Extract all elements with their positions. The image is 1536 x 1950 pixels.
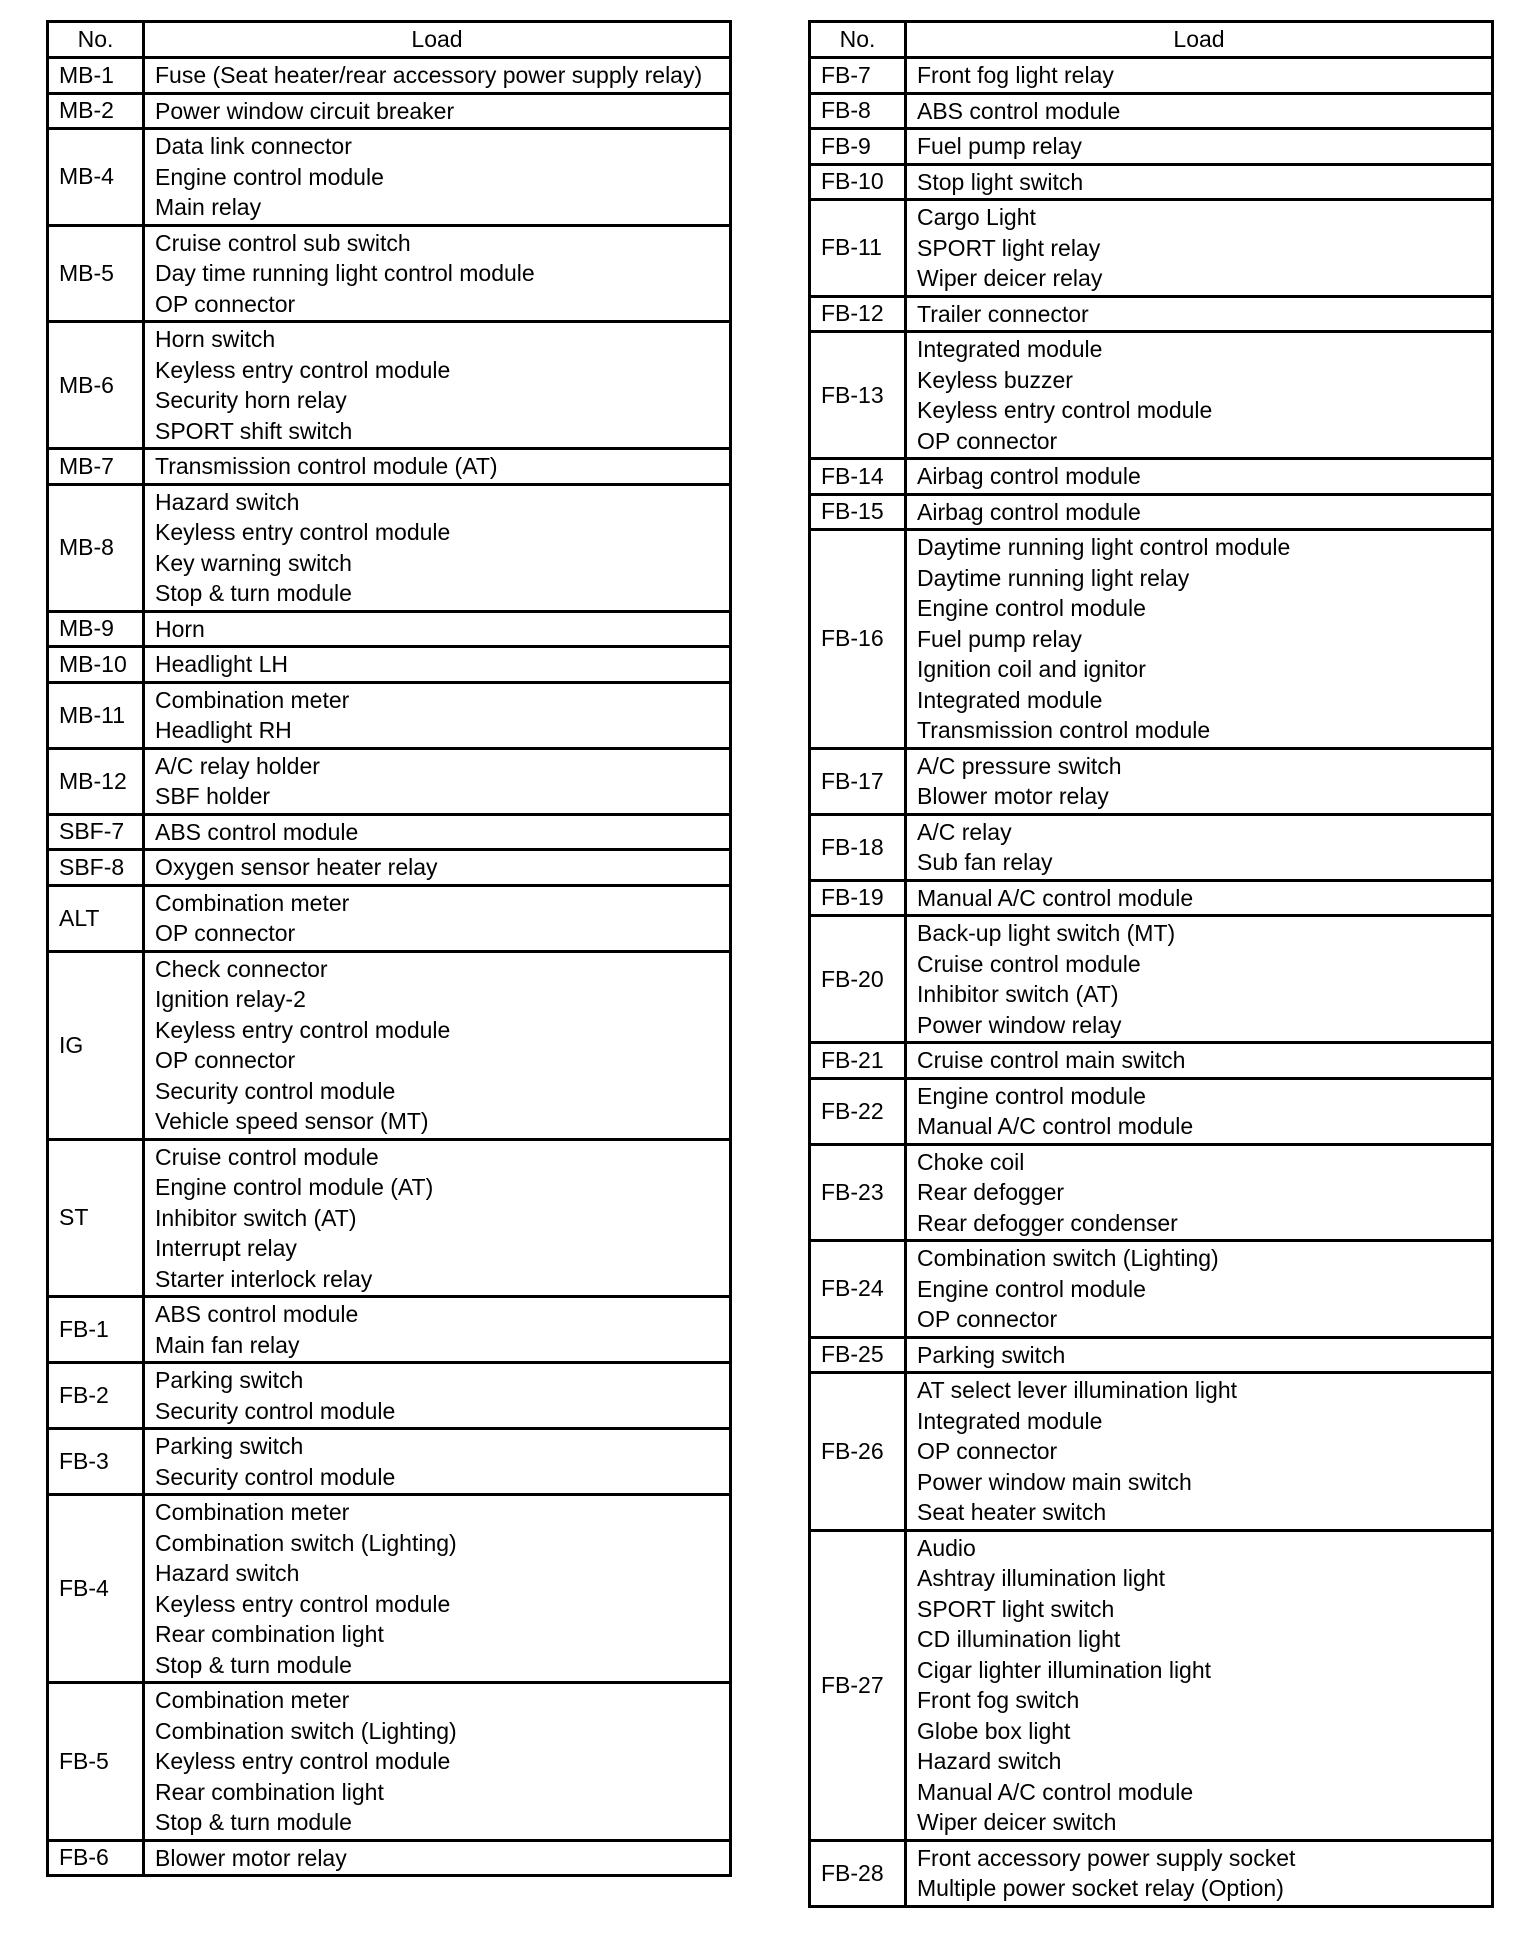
load-cell [144, 682, 731, 748]
table-row [48, 814, 731, 850]
load-cell [144, 885, 731, 951]
load-item: Engine control module [917, 1275, 1146, 1302]
load-cell [144, 1429, 731, 1495]
table-row [48, 129, 731, 226]
load-item: Rear defogger condenser [917, 1209, 1178, 1236]
load-item: Fuel pump relay [917, 625, 1082, 652]
table-row [810, 296, 1493, 332]
load-cell [906, 916, 1493, 1043]
load-cell [144, 129, 731, 226]
load-item: ABS control module [155, 818, 359, 845]
load-cell [144, 225, 731, 322]
table-row [810, 164, 1493, 200]
load-item: Power window circuit breaker [155, 97, 455, 124]
fuse-number: FB-28 [810, 1840, 906, 1906]
load-item: Engine control module [155, 163, 384, 190]
fuse-number: FB-4 [48, 1495, 144, 1683]
fuse-number: FB-16 [810, 530, 906, 749]
table-row [810, 1840, 1493, 1906]
table-row [810, 1337, 1493, 1373]
load-cell [906, 748, 1493, 814]
load-item: Keyless entry control module [155, 1748, 451, 1774]
load-item: Front accessory power supply socket [917, 1844, 1296, 1871]
load-cell [144, 1683, 731, 1841]
load-item: Globe box light [917, 1717, 1071, 1744]
fuse-number: FB-12 [810, 296, 906, 332]
load-cell [906, 296, 1493, 332]
load-item: Headlight LH [155, 651, 288, 677]
load-item: Main relay [155, 194, 262, 220]
table-row [810, 530, 1493, 749]
load-item: Horn [155, 615, 205, 642]
table-row [810, 1078, 1493, 1144]
fuse-number: FB-3 [48, 1429, 144, 1495]
fuse-number: FB-20 [810, 916, 906, 1043]
load-item: Inhibitor switch (AT) [155, 1204, 357, 1231]
load-item: Security horn relay [155, 387, 347, 413]
load-item: AT select lever illumination light [917, 1377, 1238, 1403]
load-item: Stop light switch [917, 168, 1084, 195]
fuse-number: MB-6 [48, 322, 144, 449]
load-cell [144, 1139, 731, 1297]
load-cell [906, 1144, 1493, 1241]
load-cell [144, 58, 731, 94]
load-item: Manual A/C control module [917, 1778, 1194, 1805]
load-cell [144, 647, 731, 683]
fuse-number: FB-18 [810, 814, 906, 880]
table-row [48, 484, 731, 611]
table-row [810, 93, 1493, 129]
fuse-number: FB-5 [48, 1683, 144, 1841]
load-item: Stop & turn module [155, 1651, 352, 1678]
load-cell [906, 1337, 1493, 1373]
load-cell [906, 93, 1493, 129]
fuse-number: MB-8 [48, 484, 144, 611]
load-item: Keyless entry control module [917, 397, 1213, 423]
load-item: Daytime running light relay [917, 564, 1190, 591]
table-row [48, 748, 731, 814]
load-item: Audio [917, 1534, 976, 1561]
load-cell [906, 494, 1493, 530]
load-cell [906, 1078, 1493, 1144]
load-cell [906, 814, 1493, 880]
load-item: Cigar lighter illumination light [917, 1656, 1212, 1683]
fuse-number: FB-13 [810, 332, 906, 459]
load-item: Keyless entry control module [155, 1590, 451, 1617]
fuse-number: FB-10 [810, 164, 906, 200]
fuse-number: MB-11 [48, 682, 144, 748]
fuse-number: FB-1 [48, 1297, 144, 1363]
column-header-no: No. [810, 22, 906, 58]
table-row [810, 1043, 1493, 1079]
load-item: Cruise control module [917, 950, 1141, 977]
table-row [48, 322, 731, 449]
fuse-number: SBF-8 [48, 850, 144, 886]
fuse-load-table-right [808, 20, 1494, 1908]
table-body-right [810, 58, 1493, 1907]
load-item: Combination meter [155, 686, 350, 713]
fuse-number: FB-19 [810, 880, 906, 916]
fuse-number: FB-9 [810, 129, 906, 165]
load-item: Integrated module [917, 336, 1103, 362]
header-row [810, 22, 1493, 58]
load-item: Front fog light relay [917, 62, 1114, 88]
load-item: Daytime running light control module [917, 534, 1291, 560]
fuse-number: MB-7 [48, 449, 144, 485]
table-row [48, 951, 731, 1139]
fuse-number: SBF-7 [48, 814, 144, 850]
table-row [810, 129, 1493, 165]
load-item: Transmission control module [917, 717, 1211, 743]
fuse-number: ST [48, 1139, 144, 1297]
fuse-number: FB-2 [48, 1363, 144, 1429]
fuse-number: FB-23 [810, 1144, 906, 1241]
load-item: Parking switch [155, 1367, 304, 1393]
fuse-number: IG [48, 951, 144, 1139]
load-item: Hazard switch [155, 488, 300, 515]
fuse-number: MB-1 [48, 58, 144, 94]
load-item: Hazard switch [155, 1560, 300, 1586]
load-item: Integrated module [917, 1407, 1103, 1434]
load-item: Main fan relay [155, 1331, 300, 1358]
table-row [810, 748, 1493, 814]
load-item: Keyless entry control module [155, 356, 451, 383]
header-row [48, 22, 731, 58]
load-item: Check connector [155, 955, 328, 982]
table-row [48, 850, 731, 886]
load-item: OP connector [155, 1047, 296, 1073]
table-row [48, 225, 731, 322]
load-item: Ashtray illumination light [917, 1565, 1166, 1591]
load-cell [144, 1297, 731, 1363]
fuse-number: FB-27 [810, 1530, 906, 1840]
fuse-number: FB-22 [810, 1078, 906, 1144]
load-item: Engine control module [917, 1082, 1146, 1109]
load-item: Airbag control module [917, 498, 1141, 525]
fuse-number: MB-4 [48, 129, 144, 226]
load-item: Keyless buzzer [917, 366, 1073, 393]
fuse-number: FB-6 [48, 1840, 144, 1876]
load-item: Trailer connector [917, 300, 1089, 327]
fuse-number: MB-2 [48, 93, 144, 129]
load-item: Ignition relay-2 [155, 986, 306, 1012]
fuse-number: FB-24 [810, 1241, 906, 1338]
load-cell [144, 1363, 731, 1429]
load-item: Combination meter [155, 889, 350, 916]
load-item: OP connector [917, 427, 1058, 454]
load-item: Power window relay [917, 1011, 1122, 1038]
load-item: A/C relay [917, 818, 1012, 845]
fuse-load-table-left [46, 20, 732, 1877]
fuse-number: FB-21 [810, 1043, 906, 1079]
table-row [810, 1530, 1493, 1840]
load-item: Keyless entry control module [155, 519, 451, 545]
load-item: Cruise control sub switch [155, 229, 411, 256]
load-item: SPORT light relay [917, 234, 1101, 261]
load-cell [906, 1530, 1493, 1840]
load-item: ABS control module [155, 1301, 359, 1327]
load-item: Cruise control main switch [917, 1047, 1186, 1073]
load-item: Rear defogger [917, 1179, 1065, 1205]
fuse-number: ALT [48, 885, 144, 951]
load-item: Parking switch [917, 1341, 1066, 1368]
load-item: A/C pressure switch [917, 752, 1122, 779]
load-cell [144, 484, 731, 611]
load-cell [906, 459, 1493, 495]
table-row [810, 880, 1493, 916]
load-cell [906, 164, 1493, 200]
load-item: Manual A/C control module [917, 884, 1194, 911]
table-row [810, 332, 1493, 459]
column-header-load: Load [144, 22, 731, 58]
load-cell [144, 611, 731, 647]
load-cell [906, 1373, 1493, 1531]
load-item: Blower motor relay [917, 783, 1109, 809]
table-row [48, 58, 731, 94]
load-item: OP connector [155, 920, 296, 946]
load-item: Fuse (Seat heater/rear accessory power supply relay) [155, 62, 703, 88]
table-row [48, 611, 731, 647]
table-row [48, 1297, 731, 1363]
load-item: Engine control module (AT) [155, 1174, 434, 1200]
load-cell [906, 200, 1493, 297]
load-item: Ignition coil and ignitor [917, 656, 1146, 682]
fuse-number: FB-14 [810, 459, 906, 495]
load-item: SBF holder [155, 783, 271, 809]
load-item: Wiper deicer switch [917, 1809, 1117, 1835]
column-header-no: No. [48, 22, 144, 58]
load-item: Multiple power socket relay (Option) [917, 1875, 1284, 1901]
load-item: Sub fan relay [917, 849, 1053, 875]
table-row [48, 1429, 731, 1495]
load-cell [906, 1043, 1493, 1079]
load-item: Stop & turn module [155, 1809, 352, 1835]
load-item: SPORT shift switch [155, 417, 353, 444]
load-item: Starter interlock relay [155, 1265, 373, 1292]
load-item: Data link connector [155, 133, 352, 159]
load-item: Security control module [155, 1463, 396, 1490]
load-cell [144, 322, 731, 449]
load-item: Horn switch [155, 326, 276, 352]
load-cell [144, 449, 731, 485]
load-item: Combination switch (Lighting) [155, 1717, 457, 1744]
load-item: Parking switch [155, 1433, 304, 1459]
load-cell [144, 1840, 731, 1876]
load-item: A/C relay holder [155, 752, 320, 779]
load-item: Interrupt relay [155, 1235, 297, 1261]
fuse-number: MB-9 [48, 611, 144, 647]
load-item: Combination meter [155, 1499, 350, 1525]
table-row [810, 1241, 1493, 1338]
load-cell [906, 1840, 1493, 1906]
load-item: OP connector [917, 1306, 1058, 1332]
load-item: Transmission control module (AT) [155, 453, 498, 479]
load-item: Airbag control module [917, 463, 1141, 489]
fuse-number: FB-8 [810, 93, 906, 129]
fuse-number: FB-26 [810, 1373, 906, 1531]
table-row [48, 1495, 731, 1683]
table-row [48, 449, 731, 485]
table-row [48, 93, 731, 129]
table-row [48, 682, 731, 748]
load-cell [144, 951, 731, 1139]
load-item: CD illumination light [917, 1626, 1121, 1652]
fuse-number: MB-10 [48, 647, 144, 683]
table-row [810, 916, 1493, 1043]
load-item: Headlight RH [155, 717, 292, 743]
load-item: Inhibitor switch (AT) [917, 981, 1119, 1007]
load-item: Back-up light switch (MT) [917, 920, 1176, 946]
load-item: Wiper deicer relay [917, 265, 1103, 291]
load-cell [906, 530, 1493, 749]
load-item: Stop & turn module [155, 580, 352, 606]
load-item: Security control module [155, 1397, 396, 1424]
load-item: Manual A/C control module [917, 1113, 1194, 1139]
table-row [48, 1683, 731, 1841]
table-row [810, 1144, 1493, 1241]
load-item: Rear combination light [155, 1778, 384, 1805]
load-item: Vehicle speed sensor (MT) [155, 1108, 429, 1134]
load-item: ABS control module [917, 97, 1121, 124]
load-item: Cargo Light [917, 204, 1036, 230]
table-row [810, 814, 1493, 880]
load-item: Combination meter [155, 1687, 350, 1713]
load-item: Combination switch (Lighting) [917, 1245, 1219, 1271]
fuse-number: FB-15 [810, 494, 906, 530]
load-cell [144, 93, 731, 129]
table-row [810, 200, 1493, 297]
load-cell [144, 814, 731, 850]
load-item: Hazard switch [917, 1748, 1062, 1774]
load-cell [906, 129, 1493, 165]
load-item: Fuel pump relay [917, 133, 1082, 159]
fuse-number: FB-7 [810, 58, 906, 94]
fuse-number: FB-17 [810, 748, 906, 814]
load-item: Engine control module [917, 595, 1146, 621]
column-header-load: Load [906, 22, 1493, 58]
table-row [810, 1373, 1493, 1531]
load-cell [906, 1241, 1493, 1338]
fuse-number: MB-12 [48, 748, 144, 814]
table-row [810, 459, 1493, 495]
load-item: Key warning switch [155, 549, 352, 576]
load-item: Choke coil [917, 1148, 1025, 1175]
load-item: Front fog switch [917, 1687, 1080, 1713]
load-item: Blower motor relay [155, 1844, 347, 1871]
fuse-number: FB-11 [810, 200, 906, 297]
load-item: OP connector [917, 1438, 1058, 1464]
load-cell [906, 58, 1493, 94]
table-row [48, 885, 731, 951]
load-cell [906, 332, 1493, 459]
table-row [48, 1840, 731, 1876]
fuse-number: FB-25 [810, 1337, 906, 1373]
load-item: Seat heater switch [917, 1499, 1107, 1525]
load-item: Combination switch (Lighting) [155, 1529, 457, 1556]
load-item: Integrated module [917, 686, 1103, 713]
load-item: Oxygen sensor heater relay [155, 854, 438, 880]
load-item: Cruise control module [155, 1143, 379, 1170]
load-item: SPORT light switch [917, 1595, 1115, 1622]
table-body-left [48, 58, 731, 1876]
load-item: Keyless entry control module [155, 1016, 451, 1043]
table-row [48, 1139, 731, 1297]
load-item: Rear combination light [155, 1621, 384, 1647]
load-item: OP connector [155, 290, 296, 317]
load-cell [144, 748, 731, 814]
load-cell [906, 880, 1493, 916]
table-row [810, 58, 1493, 94]
table-row [48, 647, 731, 683]
load-item: Power window main switch [917, 1468, 1192, 1495]
table-row [810, 494, 1493, 530]
load-cell [144, 850, 731, 886]
load-item: Day time running light control module [155, 260, 535, 286]
load-item: Security control module [155, 1077, 396, 1104]
fuse-number: MB-5 [48, 225, 144, 322]
table-row [48, 1363, 731, 1429]
load-cell [144, 1495, 731, 1683]
